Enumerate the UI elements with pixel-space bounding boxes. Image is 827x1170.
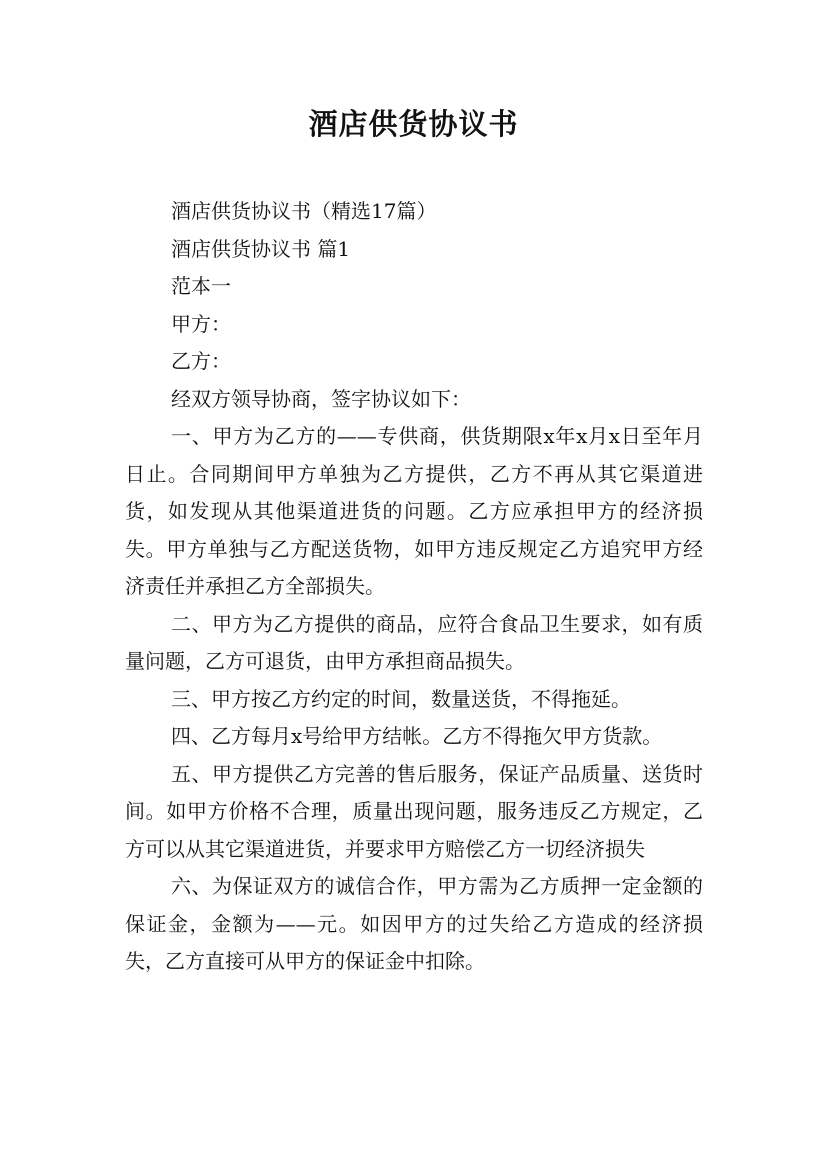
subtitle-line: 酒店供货协议书（精选17篇）: [171, 199, 437, 223]
sample-heading: 范本一: [171, 274, 231, 298]
party-b-line: 乙方：: [171, 349, 231, 373]
clause-5-paragraph: 五、甲方提供乙方完善的售后服务，保证产品质量、送货时间。如甲方价格不合理，质量出现问题，服务违反乙方规定，乙方可以从其它渠道进货，并要求甲方赔偿乙方一切经济损失: [125, 761, 703, 861]
clause-2-paragraph: 二、甲方为乙方提供的商品，应符合食品卫生要求，如有质量问题，乙方可退货，由甲方承担商品损失。: [125, 611, 703, 673]
clause-1-paragraph: 一、甲方为乙方的——专供商，供货期限x年x月x日至年月日止。合同期间甲方单独为乙方提供，乙方不再从其它渠道进货，如发现从其他渠道进货的问题。乙方应承担甲方的经济损失。甲方单独与乙方配送货物，如甲方违反规定乙方追究甲方经济责任并承担乙方全部损失。: [125, 424, 703, 598]
party-a-line: 甲方：: [171, 311, 231, 336]
clause-6-paragraph: 六、为保证双方的诚信合作，甲方需为乙方质押一定金额的保证金，金额为——元。如因甲方的过失给乙方造成的经济损失，乙方直接可从甲方的保证金中扣除。: [125, 874, 703, 973]
document-body: [125, 193, 703, 981]
clause-3-paragraph: 三、甲方按乙方约定的时间，数量送货，不得拖延。: [171, 686, 631, 711]
intro-line: 经双方领导协商，签字协议如下：: [171, 386, 471, 411]
clause-4-paragraph: 四、乙方每月x号给甲方结帐。乙方不得拖欠甲方货款。: [171, 724, 663, 748]
document-title: 酒店供货协议书: [308, 107, 519, 141]
chapter-heading: 酒店供货协议书 篇1: [171, 236, 351, 261]
